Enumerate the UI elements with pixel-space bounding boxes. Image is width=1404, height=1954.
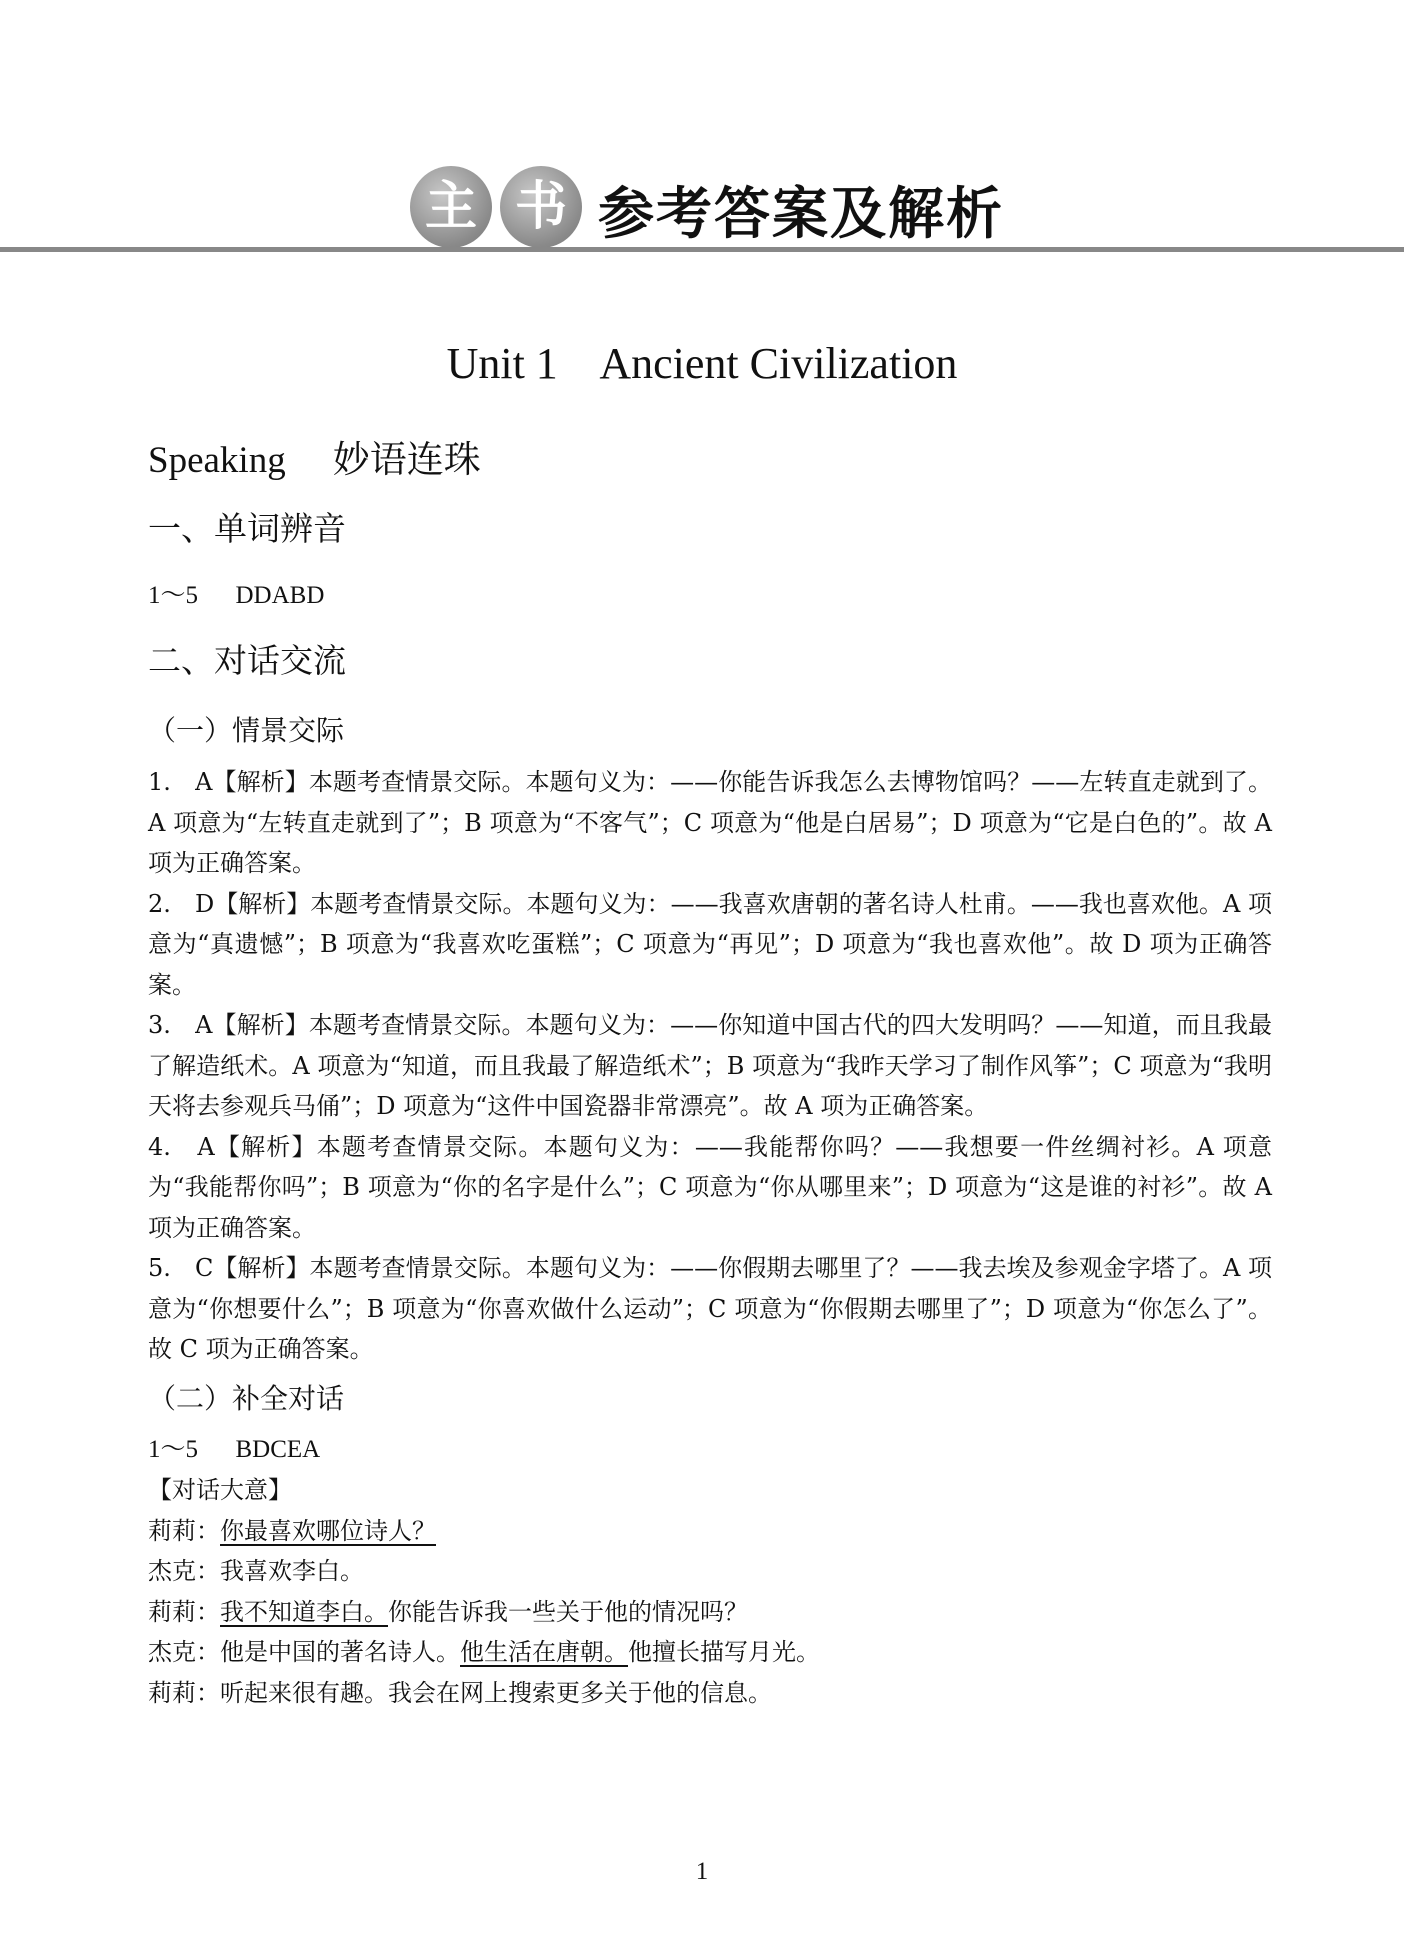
page-number: 1 — [695, 1858, 709, 1885]
header-divider — [0, 247, 1404, 252]
speaker-jack: 杰克： — [148, 1557, 220, 1585]
section-title-zh: 妙语连珠 — [332, 438, 481, 481]
explanation-item-3: 3. A【解析】本题考查情景交际。本题句义为：——你知道中国古代的四大发明吗？——知道，而且我最了解造纸术。A 项意为“知道，而且我最了解造纸术”；B 项意为“我昨天学习了制作风筝”；C 项意为“我明天将去参观兵马俑”；D 项意为“这件中国瓷器非常漂亮”。故 A 项为正确答案。 — [148, 1011, 1272, 1120]
subsection-heading-situational: （一）情景交际 — [148, 714, 345, 747]
dialogue-text: 他是中国的著名诗人。 — [220, 1638, 460, 1666]
speaker-lily: 莉莉： — [148, 1516, 220, 1545]
part1-answers: 1～5 DDABD — [148, 582, 325, 609]
explanation-item-4: 4. A【解析】本题考查情景交际。本题句义为：——我能帮你吗？——我想要一件丝绸衬衫。A 项意为“我能帮你吗”；B 项意为“你的名字是什么”；C 项意为“你从哪里来”；D 项意为“这是谁的衬衫”。故 A 项为正确答案。 — [148, 1132, 1272, 1242]
underlined-answer: 你最喜欢哪位诗人？ — [220, 1516, 436, 1545]
explanation-item-1: 1. A【解析】本题考查情景交际。本题句义为：——你能告诉我怎么去博物馆吗？——左转直走就到了。A 项意为“左转直走就到了”；B 项意为“不客气”；C 项意为“他是白居易”；D 项意为“它是白色的”。故 A 项为正确答案。 — [148, 768, 1272, 877]
section-title-en: Speaking — [148, 440, 286, 481]
section-title — [148, 434, 1272, 504]
speaker-jack: 杰克： — [148, 1638, 220, 1666]
answer-content — [148, 434, 1272, 1713]
header-circle-badge-main: 主 — [410, 166, 492, 248]
dialogue-text: 你能告诉我一些关于他的情况吗？ — [388, 1597, 748, 1626]
dialogue-line-1 — [148, 1511, 1272, 1552]
header-title: 参考答案及解析 — [598, 181, 1004, 247]
dialogue-answers: 1～5 BDCEA — [148, 1435, 321, 1463]
page-header-banner — [0, 160, 1404, 250]
underlined-answer: 我不知道李白。 — [220, 1597, 388, 1626]
subsection-heading-dialogue: （二）补全对话 — [148, 1381, 345, 1415]
explanation-item-5: 5. C【解析】本题考查情景交际。本题句义为：——你假期去哪里了？——我去埃及参观金字塔了。A 项意为“你想要什么”；B 项意为“你喜欢做什么运动”；C 项意为“你假期去哪里了”；D 项意为“你怎么了”。故 C 项为正确答案。 — [148, 1254, 1272, 1363]
unit-title: Unit 1 Ancient Civilization — [446, 339, 958, 388]
dialogue-line-5 — [148, 1673, 1272, 1714]
speaker-lily: 莉莉： — [148, 1597, 220, 1626]
dialogue-text: 他擅长描写月光。 — [628, 1638, 820, 1666]
part2-heading: 二、对话交流 — [148, 641, 346, 680]
dialogue-text: 我喜欢李白。 — [220, 1557, 364, 1585]
dialogue-line-3 — [148, 1592, 1272, 1633]
underlined-answer: 他生活在唐朝。 — [460, 1638, 628, 1666]
dialogue-summary-label: 【对话大意】 — [148, 1476, 292, 1504]
dialogue-text: 听起来很有趣。我会在网上搜索更多关于他的信息。 — [220, 1678, 772, 1707]
part1-heading: 一、单词辨音 — [148, 509, 346, 548]
explanation-item-2: 2. D【解析】本题考查情景交际。本题句义为：——我喜欢唐朝的著名诗人杜甫。——我也喜欢他。A 项意为“真遗憾”；B 项意为“我喜欢吃蛋糕”；C 项意为“再见”；D 项意为“我也喜欢他”。故 D 项为正确答案。 — [148, 889, 1272, 999]
dialogue-line-4 — [148, 1632, 1272, 1673]
dialogue-line-2 — [148, 1551, 1272, 1592]
speaker-lily: 莉莉： — [148, 1678, 220, 1707]
header-circle-badge-book: 书 — [500, 166, 582, 248]
